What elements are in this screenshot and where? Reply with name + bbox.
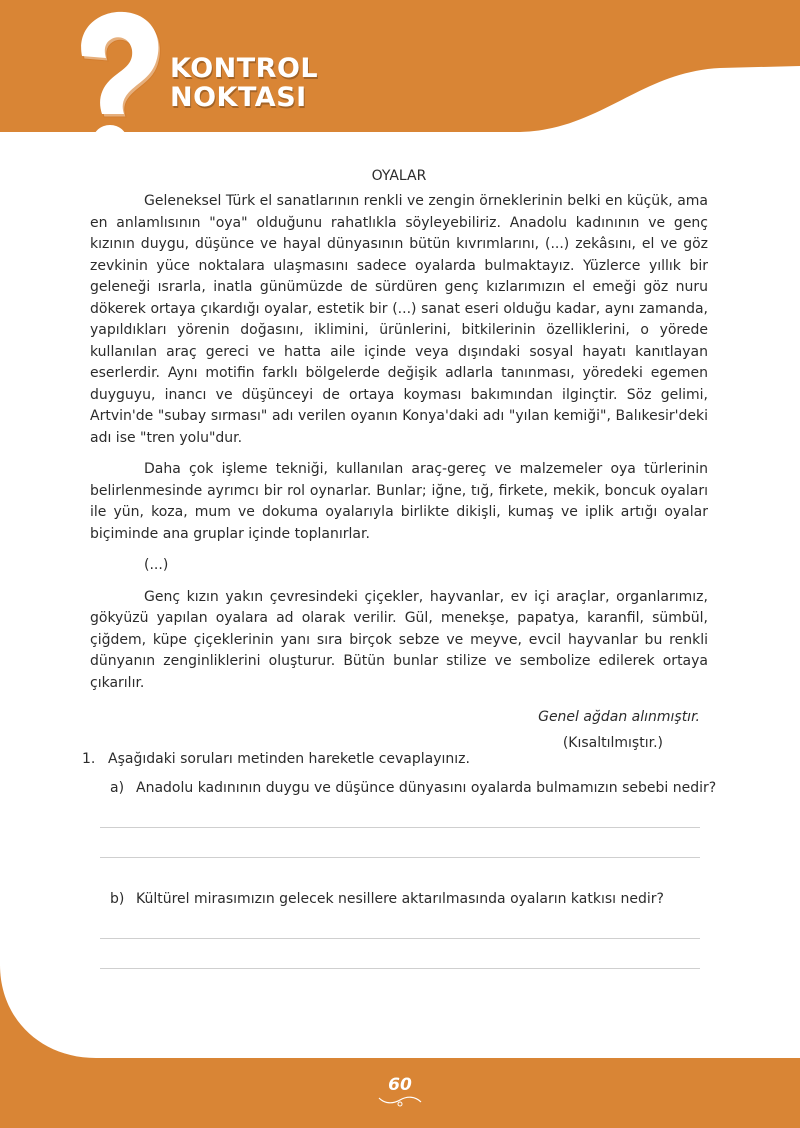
page-number: 60 <box>388 1075 412 1095</box>
omission-mark: (...) <box>144 557 169 573</box>
text-title: OYALAR <box>371 168 427 184</box>
sub-question-b <box>110 889 664 909</box>
question-mark-icon <box>62 4 166 160</box>
source-text: Genel ağdan alınmıştır. <box>538 709 700 725</box>
paragraph-1: Geleneksel Türk el sanatlarının renkli ve zengin örneklerinin belki en küçük, ama en anlamlısının "oya" olduğunu rahatlıkla söyleyebiliriz. Anadolu kadınının ve genç kızının duygu, düşünce ve hayal dünyasının bütün kıvrımlarını, (...) zekâsını, el ve göz zevkinin yüce noktalara ulaşmasını sadece oyalarda bulmaktayız. Yüzlerce yıllık bir geleneği ısrarla, inatla günümüzde de sürdüren genç kızlarımızın el emeği göz nuru dökerek ortaya çıkardığı oyalar, estetik bir (...) sanat eseri olduğu kadar, aynı zamanda, yapıldıkları yörenin doğasını, iklimini, ürünlerini, bitkilerinin özelliklerini, o yörede kullanılan araç gereci ve hatta aile içinde veya dışındaki sosyal hayatı kanıtlayan eserlerdir. Aynı motifin farklı bölgelerde değişik adlarla tanınması, yöredeki egemen duyguyu, inancı ve düşünceyi de ortaya koyması bakımından ilginçtir. Söz gelimi, Artvin'de "subay sırması" adı verilen oyanın Konya'daki adı "yılan kemiği", Balıkesir'deki adı ise "tren yolu"dur. <box>90 193 708 446</box>
sub-question-letter: a) <box>110 780 125 796</box>
section-title <box>170 54 318 112</box>
answer-line[interactable] <box>100 857 700 858</box>
answer-line[interactable] <box>100 968 700 969</box>
reading-text <box>90 168 708 756</box>
sub-question-text: Kültürel mirasımızın gelecek nesillere aktarılmasında oyaların katkısı nedir? <box>136 891 664 907</box>
question-1 <box>82 749 470 769</box>
title-line-1: KONTROL <box>170 53 319 84</box>
abridged-note: (Kısaltılmıştır.) <box>562 735 663 751</box>
answer-line[interactable] <box>100 938 700 939</box>
sub-question-letter: b) <box>110 891 125 907</box>
sub-question-a <box>110 778 716 798</box>
answer-line[interactable] <box>100 827 700 828</box>
paragraph-3: Genç kızın yakın çevresindeki çiçekler, hayvanlar, ev içi araçlar, organlarımız, gökyüzü yapılan oyalara ad olarak verilir. Gül, menekşe, papatya, karanfil, sümbül, çiğdem, küpe çiçeklerinin yanı sıra birçok sebze ve meyve, evcil hayvanlar bu renkli dünyanın zenginliklerini oluşturur. Bütün bunlar stilize ve sembolize edilerek ortaya çıkarılır. <box>90 588 708 691</box>
sub-question-text: Anadolu kadınının duygu ve düşünce dünyasını oyalarda bulmamızın sebebi nedir? <box>136 780 717 796</box>
question-number: 1. <box>82 751 96 767</box>
question-text: Aşağıdaki soruları metinden hareketle cevaplayınız. <box>108 751 470 767</box>
paragraph-2: Daha çok işleme tekniği, kullanılan araç-gereç ve malzemeler oya türlerinin belirlenmesinde ayrımcı bir rol oynarlar. Bunlar; iğne, tığ, firkete, mekik, boncuk oyaları ile yün, koza, mum ve dokuma oyalarıyla birlikte dikişli, kumaş ve iplik artığı oyalar biçiminde ana gruplar içinde toplanırlar. <box>90 461 708 542</box>
title-line-2: NOKTASI <box>170 82 307 113</box>
page-number-ornament <box>377 1094 423 1108</box>
